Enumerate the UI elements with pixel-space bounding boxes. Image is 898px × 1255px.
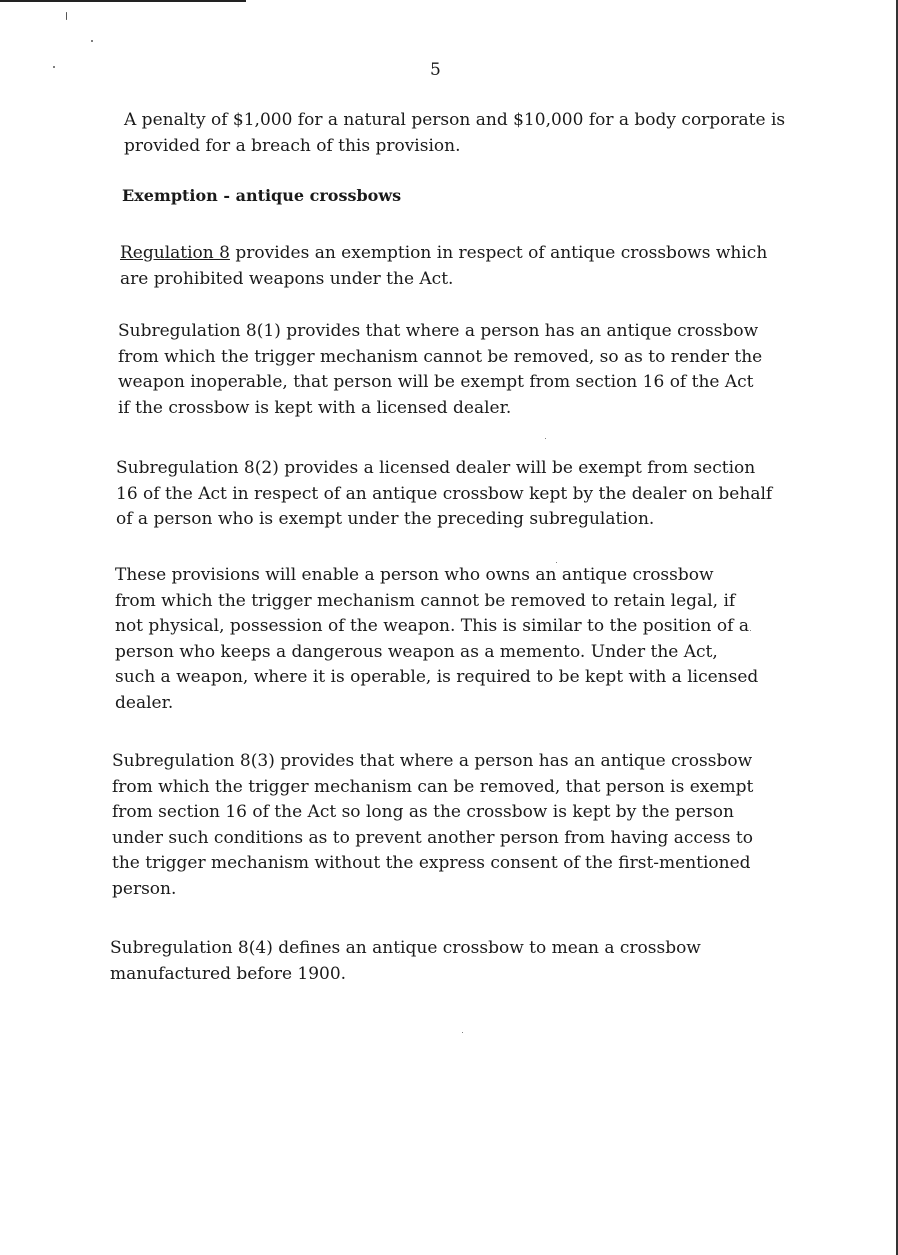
paragraph-line: A penalty of $1,000 for a natural person and $10,000 for a body corporate is bbox=[124, 110, 786, 130]
paragraph-line: from which the trigger mechanism can be removed, that person is exempt bbox=[112, 776, 754, 797]
paragraph-line: under such conditions as to prevent another person from having access to bbox=[112, 827, 753, 848]
paragraph-line: from which the trigger mechanism cannot be removed, so as to render the bbox=[118, 346, 763, 367]
paragraph-line: the trigger mechanism without the express consent of the first-mentioned bbox=[112, 853, 751, 873]
paragraph-line: provided for a breach of this provision. bbox=[124, 135, 461, 156]
paragraph-line bbox=[120, 241, 767, 267]
paragraph-line: These provisions will enable a person who owns an antique crossbow bbox=[115, 565, 714, 585]
subregulation-8-4-paragraph bbox=[110, 936, 701, 987]
paragraph-line: are prohibited weapons under the Act. bbox=[120, 268, 454, 289]
subregulation-8-2-paragraph bbox=[116, 456, 772, 533]
paragraph-line: of a person who is exempt under the preceding subregulation. bbox=[116, 509, 655, 529]
regulation-8-paragraph bbox=[120, 241, 767, 292]
regulation-8-reference: Regulation 8 bbox=[120, 243, 230, 263]
subregulation-8-1-paragraph bbox=[118, 319, 762, 421]
paragraph-line: person who keeps a dangerous weapon as a memento. Under the Act, bbox=[115, 641, 718, 662]
paragraph-line: Subregulation 8(2) provides a licensed dealer will be exempt from section bbox=[116, 458, 756, 478]
page-number: 5 bbox=[430, 60, 441, 80]
paragraph-line: manufactured before 1900. bbox=[110, 963, 347, 984]
paragraph-line: Subregulation 8(1) provides that where a person has an antique crossbow bbox=[118, 321, 759, 341]
paragraph-line: from section 16 of the Act so long as the crossbow is kept by the person bbox=[112, 802, 734, 822]
paragraph-line-text: provides an exemption in respect of antique crossbows which bbox=[229, 243, 768, 263]
paragraph-line: weapon inoperable, that person will be exempt from section 16 of the Act bbox=[118, 372, 754, 392]
scan-speck bbox=[66, 12, 67, 20]
paragraph-line: such a weapon, where it is operable, is required to be kept with a licensed bbox=[115, 667, 759, 687]
paragraph-line: person. bbox=[112, 878, 177, 899]
subregulation-8-3-paragraph bbox=[112, 749, 753, 902]
scan-speck bbox=[462, 1032, 463, 1033]
paragraph-line: 16 of the Act in respect of an antique crossbow kept by the dealer on behalf bbox=[116, 483, 773, 504]
paragraph-line: dealer. bbox=[115, 692, 174, 713]
paragraph-line: Subregulation 8(4) defines an antique crossbow to mean a crossbow bbox=[110, 938, 701, 958]
paragraph-line: if the crossbow is kept with a licensed dealer. bbox=[118, 397, 512, 418]
paragraph-line: from which the trigger mechanism cannot be removed to retain legal, if bbox=[115, 590, 736, 611]
provisions-paragraph bbox=[115, 563, 758, 716]
paragraph-line: not physical, possession of the weapon. This is similar to the position of a bbox=[115, 616, 749, 636]
scan-speck bbox=[91, 40, 93, 42]
scan-speck bbox=[545, 438, 546, 439]
penalty-paragraph bbox=[124, 108, 785, 159]
section-heading: Exemption - antique crossbows bbox=[122, 186, 402, 205]
scan-speck bbox=[53, 66, 55, 68]
scan-edge-top bbox=[0, 0, 246, 2]
paragraph-line: Subregulation 8(3) provides that where a person has an antique crossbow bbox=[112, 751, 753, 771]
